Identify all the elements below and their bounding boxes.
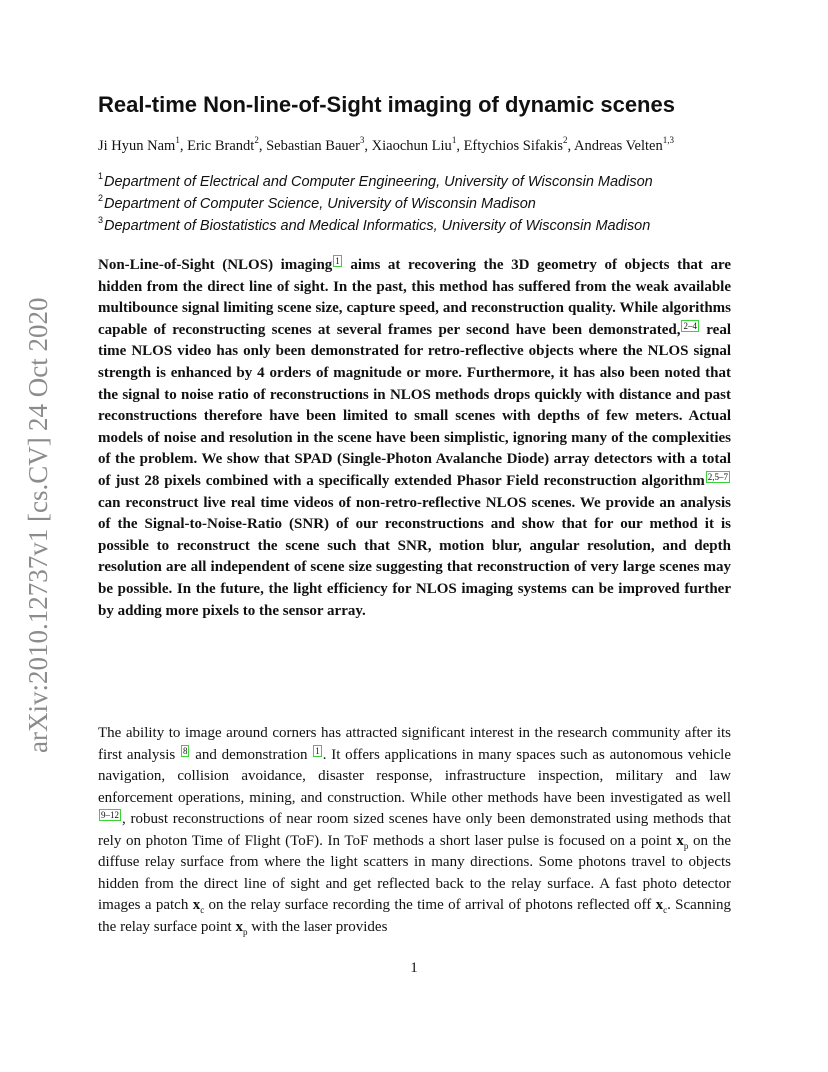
author <box>371 135 457 154</box>
citation-link[interactable]: 1 <box>315 745 320 756</box>
body-text: The ability to image around corners has attracted significant interest in the research community after its first analysis <box>98 725 731 763</box>
math-variable <box>676 833 688 849</box>
math-subscript: p <box>683 840 689 851</box>
author <box>574 135 674 154</box>
affiliation <box>98 215 778 237</box>
author <box>187 135 259 154</box>
paper-title: Real-time Non-line-of-Sight imaging of dynamic scenes <box>98 92 675 117</box>
affiliation-number: 1 <box>98 171 104 182</box>
affiliation-number: 2 <box>98 193 104 204</box>
citation-link[interactable]: 8 <box>182 745 188 756</box>
citation-link[interactable]: 9–12 <box>101 810 119 820</box>
arxiv-category: [cs.CV] <box>23 437 53 522</box>
page-number: 1 <box>410 960 418 976</box>
author-name: Eric Brandt <box>187 138 255 154</box>
math-subscript: p <box>242 926 248 937</box>
author-affiliation: 1 <box>175 135 180 146</box>
body-text: and demonstration <box>190 746 313 763</box>
author-name: Xiaochun Liu <box>371 138 452 154</box>
affiliation <box>98 193 778 215</box>
math-symbol: x <box>655 897 664 913</box>
body-text: . Scanning the relay surface point <box>98 897 731 935</box>
abstract-text: Non-Line-of-Sight (NLOS) imaging <box>98 257 333 273</box>
body-text: with the laser provides <box>247 918 388 935</box>
arxiv-stamp <box>20 290 56 760</box>
body-text: . It offers applications in many spaces such as autonomous vehicle navigation, collision avoidance, disaster response, infrastructure inspection, military and law enforcement operations, mining, and construction. While other methods have been investigated as well <box>98 746 732 806</box>
affiliation-text: Department of Computer Science, University of Wisconsin Madison <box>104 196 536 212</box>
author-affiliation: 1,3 <box>662 135 674 146</box>
citation-link[interactable]: 1 <box>335 256 340 266</box>
abstract-text: can reconstruct live real time videos of non-retro-reflective NLOS scenes. We provide an analysis of the Signal-to-Noise-Ratio (SNR) of our reconstructions and show that for our method it is possible to reconstruct the scene such that SNR, motion blur, angular resolution, and depth resolution are all independent of scene size suggesting that reconstruction of very large scenes may be possible. In the future, the light efficiency for NLOS imaging systems can be improved further by adding more pixels to the sensor array. <box>98 494 731 619</box>
abstract-text: aims at recovering the 3D geometry of objects that are hidden from the direct line of sight. In the past, this method has suffered from the weak available multibounce signal limiting scene size, capture speed, and reconstruction quality. While algorithms capable of reconstructing scenes at several frames per second have been demonstrated, <box>98 257 732 338</box>
author-list: Ji Hyun Nam$^1$, Eric Brandt$^2$, Sebastian Bauer$^3$, Xiaochun Liu$^1$, Eftychios Sifakis$^2$, Andreas Velten$^{1,3}$ <box>98 135 674 154</box>
body-text: on the diffuse relay surface from where the light scatters in many directions. Some photons travel to objects hidden from the direct line of sight and get reflected back to the relay surface. A fast photo detector images a patch <box>98 832 731 913</box>
author-name: Eftychios Sifakis <box>463 138 564 154</box>
author-name: Ji Hyun Nam <box>98 138 176 154</box>
math-subscript: c <box>663 905 668 915</box>
math-variable <box>235 919 247 935</box>
math-subscript: c <box>200 905 205 915</box>
author-affiliation: 1 <box>451 135 457 146</box>
citation-link[interactable]: 2,5–7 <box>707 471 728 482</box>
math-symbol: x <box>676 832 684 849</box>
author-name: Andreas Velten <box>574 138 663 154</box>
affiliation-number: 3 <box>98 215 104 226</box>
math-variable <box>656 897 668 913</box>
math-symbol: x <box>235 918 243 935</box>
author <box>463 135 568 154</box>
author-affiliation: 2 <box>254 135 259 146</box>
math-symbol: x <box>192 897 201 913</box>
author-name: Sebastian Bauer <box>266 138 360 154</box>
body-text: , robust reconstructions of near room sized scenes have only been demonstrated using methods that rely on photon Time of Flight (ToF). In ToF methods a short laser pulse is focused on a point <box>98 811 731 849</box>
arxiv-date: 24 Oct 2020 <box>23 297 53 431</box>
abstract-text: real time NLOS video has only been demonstrated for retro-reflective objects where the NLOS signal strength is enhanced by 4 orders of magnitude or more. Furthermore, it has also been noted that the signal to noise ratio of reconstructions in NLOS methods drops quickly with distance and past reconstructions therefore have been limited to small scenes with depths of few meters. Actual models of noise and resolution in the scene have been simplistic, ignoring many of the complexities of the problem. We show that SPAD (Single-Photon Avalanche Diode) array detectors with a total of just 28 pixels combined with a specifically extended Phasor Field reconstruction algorithm <box>98 321 732 489</box>
author-affiliation: 2 <box>563 135 568 146</box>
affiliation <box>98 171 778 193</box>
author <box>266 135 365 154</box>
author-affiliation: 3 <box>359 135 365 146</box>
body-text: on the relay surface recording the time of arrival of photons reflected off <box>204 897 656 913</box>
citation-link[interactable]: 2–4 <box>683 320 697 331</box>
affiliation-list <box>98 171 778 237</box>
math-variable <box>193 897 205 913</box>
author <box>98 135 180 154</box>
affiliation-text: Department of Biostatistics and Medical Informatics, University of Wisconsin Madison <box>104 218 651 234</box>
arxiv-id: arXiv:2010.12737v1 <box>23 528 53 753</box>
body-paragraph <box>98 723 731 938</box>
abstract <box>98 255 731 622</box>
affiliation-text: Department of Electrical and Computer Engineering, University of Wisconsin Madison <box>104 174 653 190</box>
